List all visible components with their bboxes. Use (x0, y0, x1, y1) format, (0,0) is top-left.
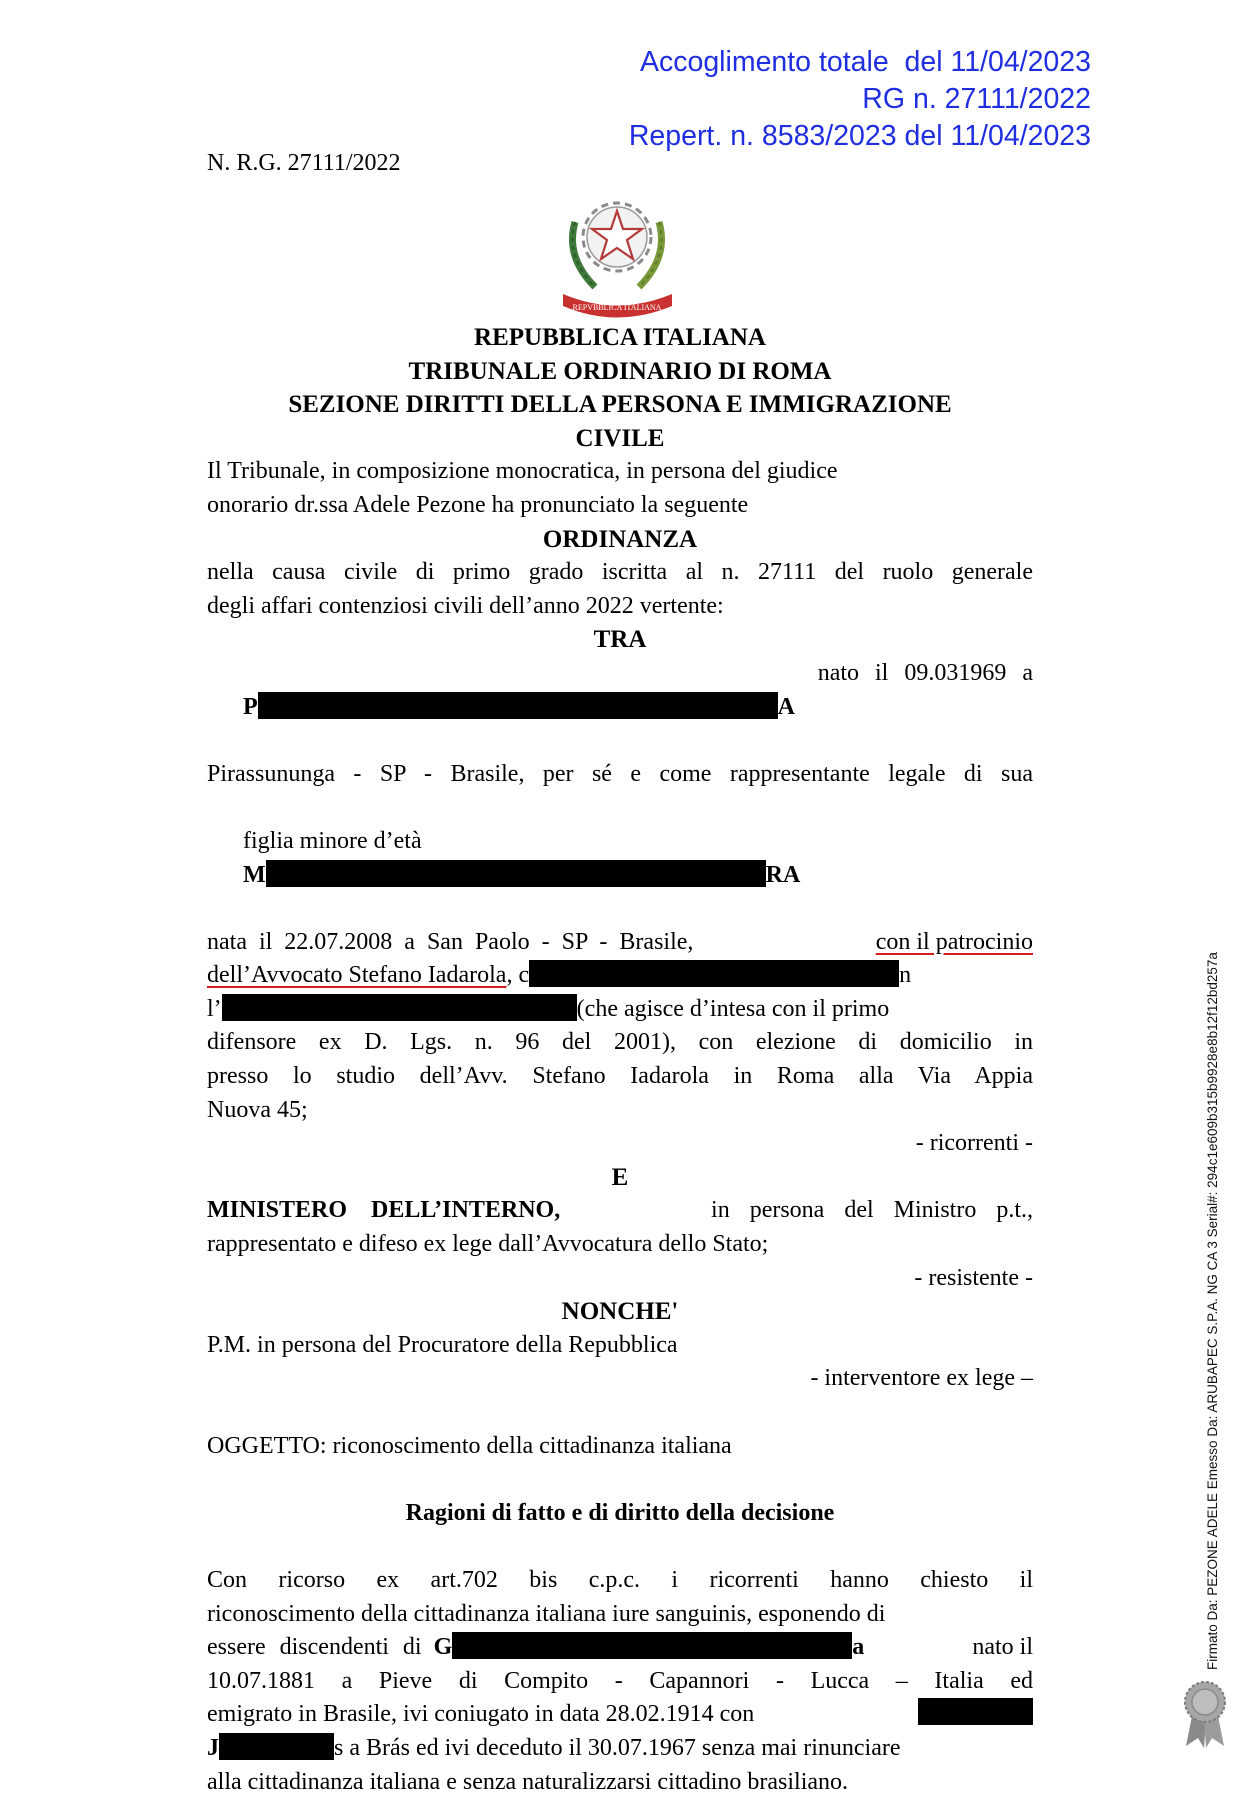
causa-text-1: nella causa civile di primo grado iscritta al n. 27111 del ruolo generale (207, 559, 1033, 586)
ragioni-text-3: essere discendenti di (207, 1634, 422, 1661)
ragioni-text-3b: nato il (972, 1634, 1033, 1661)
ragioni-line-3 (207, 1631, 1033, 1665)
ricorrente-text-4: nata il 22.07.2008 a San Paolo - SP - Brasile, (207, 928, 694, 955)
ragioni-text-5: emigrato in Brasile, ivi coniugato in data 28.02.1914 con (207, 1701, 755, 1728)
ragioni-text-2: riconoscimento della cittadinanza italiana iure sanguinis, esponendo di (207, 1600, 886, 1627)
causa-text-2: degli affari contenziosi civili dell’anno 2022 vertente: (207, 592, 724, 619)
heading-tribunale: TRIBUNALE ORDINARIO DI ROMA (408, 357, 832, 385)
document-body (207, 321, 1033, 1799)
heading-ordinanza: ORDINANZA (542, 525, 698, 553)
heading-e: E (611, 1163, 629, 1191)
ragioni-title: Ragioni di fatto e di diritto della decisione (405, 1499, 835, 1526)
ragioni-line-5 (207, 1698, 1033, 1732)
digital-signature-text: Firmato Da: PEZONE ADELE Emesso Da: ARUBAPEC S.P.A. NG CA 3 Serial#: 294c1e609b315b9928e8b12f12bd257a (1205, 952, 1220, 1670)
stamp-line-2: RG n. 27111/2022 (862, 83, 1091, 115)
pm-text: P.M. in persona del Procuratore della Repubblica (207, 1331, 678, 1358)
emblem-ribbon-text: REPVBBLICA ITALIANA (572, 303, 662, 312)
ragioni-text-7: alla cittadinanza italiana e senza naturalizzarsi cittadino brasiliano. (207, 1768, 849, 1795)
oggetto-text: OGGETTO: riconoscimento della cittadinanza italiana (207, 1432, 732, 1459)
repubblica-italiana-emblem-icon (555, 182, 680, 322)
redaction-block (258, 692, 778, 719)
ragioni-text-1: Con ricorso ex art.702 bis c.p.c. i ricorrenti hanno chiesto il (207, 1566, 1033, 1593)
avvocato-comma: , (506, 962, 513, 989)
header-stamp (629, 44, 1091, 155)
ricorrente-p-initial: P (243, 693, 258, 720)
resistente-line-1 (207, 1194, 1033, 1228)
ragioni-g-final: a (852, 1634, 865, 1661)
ricorrente-line-5 (207, 959, 1033, 993)
ricorrente-m-final: RA (765, 861, 801, 888)
intro-text-2: onorario dr.ssa Adele Pezone ha pronunciato la seguente (207, 491, 749, 518)
ricorrente-line-2 (207, 758, 1033, 792)
rg-number: N. R.G. 27111/2022 (207, 150, 401, 176)
causa-line-1 (207, 556, 1033, 590)
ragioni-text-4: 10.07.1881 a Pieve di Compito - Capannori - Lucca – Italia ed (207, 1667, 1033, 1694)
redaction-block (219, 1733, 334, 1760)
ricorrente-line-3 (207, 791, 1033, 925)
ricorrente-c: c (518, 962, 530, 989)
ricorrente-l: l’ (207, 995, 222, 1022)
heading-nonche: NONCHE' (561, 1298, 679, 1326)
intro-line-1 (207, 455, 1033, 489)
redaction-block (452, 1632, 852, 1659)
ricorrente-line-7 (207, 1026, 1033, 1060)
redaction-block (266, 860, 766, 887)
heading-sezione: SEZIONE DIRITTI DELLA PERSONA E IMMIGRAZIONE (288, 391, 952, 419)
resistente-text-2: rappresentato e difeso ex lege dall’Avvocatura dello Stato; (207, 1231, 769, 1258)
ragioni-text-6: s a Brás ed ivi deceduto il 30.07.1967 senza mai rinunciare (334, 1734, 901, 1761)
ragioni-g-initial: G (433, 1634, 453, 1661)
stamp-line-1: Accoglimento totale del 11/04/2023 (639, 46, 1091, 78)
intro-text-1: Il Tribunale, in composizione monocratica, in persona del giudice (207, 458, 838, 485)
ricorrente-text-9: Nuova 45; (207, 1096, 308, 1123)
avvocato-text: dell’Avvocato Stefano Iadarola (207, 962, 507, 989)
ricorrente-line-4 (207, 926, 1033, 960)
ragioni-line-6 (207, 1732, 1033, 1766)
patrocinio-text: con il patrocinio (875, 928, 1033, 955)
ricorrente-p-final: A (777, 693, 796, 720)
stamp-line-3: Repert. n. 8583/2023 del 11/04/2023 (628, 120, 1091, 152)
ragioni-line-4 (207, 1665, 1033, 1699)
heading-tra: TRA (593, 626, 647, 654)
role-interventore: - interventore ex lege – (810, 1365, 1033, 1392)
redaction-block (222, 994, 577, 1021)
ragioni-j-initial: J (207, 1734, 219, 1761)
ragioni-line-2 (207, 1598, 1033, 1632)
ricorrente-n: n (899, 962, 912, 989)
ricorrente-p-rest: nato il 09.031969 a (817, 659, 1033, 686)
signature-seal-icon (1182, 1678, 1228, 1750)
resistente-name: MINISTERO DELL’INTERNO, (207, 1197, 561, 1224)
ricorrente-line-1 (207, 657, 1033, 758)
ricorrente-m-initial: M (243, 861, 266, 888)
redaction-block (529, 960, 899, 987)
ricorrente-line-8 (207, 1060, 1033, 1094)
ricorrente-text-8: presso lo studio dell’Avv. Stefano Iadarola in Roma alla Via Appia (207, 1063, 1033, 1090)
heading-civile: CIVILE (575, 424, 665, 452)
ricorrente-text-2: Pirassununga - SP - Brasile, per sé e come rappresentante legale di sua (207, 760, 1033, 787)
heading-repubblica: REPUBBLICA ITALIANA (474, 324, 766, 351)
resistente-text-1: in persona del Ministro p.t., (711, 1197, 1033, 1224)
ragioni-line-1 (207, 1564, 1033, 1598)
ricorrente-text-6: (che agisce d’intesa con il primo (576, 995, 890, 1022)
ricorrente-text-3: figlia minore d’età (243, 827, 422, 854)
ricorrente-line-6 (207, 993, 1033, 1027)
role-ricorrenti: - ricorrenti - (915, 1130, 1033, 1157)
ricorrente-text-7: difensore ex D. Lgs. n. 96 del 2001), con elezione di domicilio in (207, 1029, 1033, 1056)
redaction-block (918, 1698, 1033, 1725)
role-resistente: - resistente - (914, 1264, 1033, 1291)
